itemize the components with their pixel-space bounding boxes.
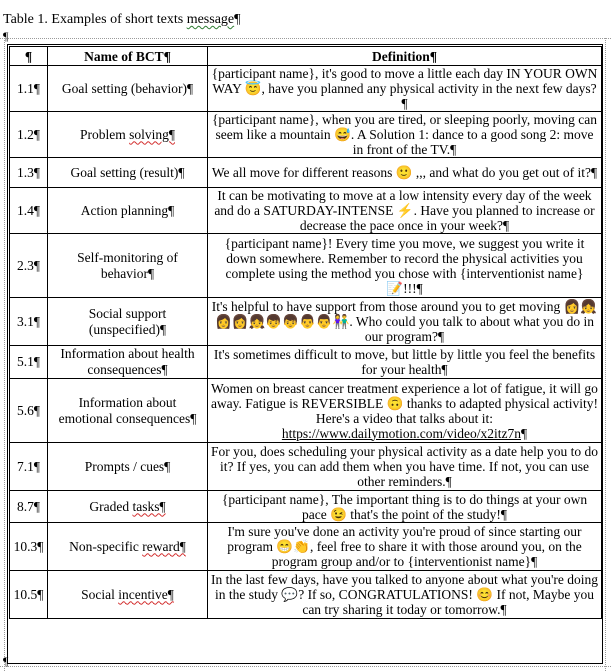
bct-name: Goal setting (result)¶ xyxy=(48,158,208,188)
bct-name: Self-monitoring of behavior¶ xyxy=(48,234,208,298)
bct-number: 1.1¶ xyxy=(10,66,48,112)
caption-pilcrow: ¶ xyxy=(234,12,241,27)
spellcheck-word: tasks¶ xyxy=(132,498,166,514)
bct-number: 1.3¶ xyxy=(10,158,48,188)
bct-definition xyxy=(208,234,602,298)
header-name: Name of BCT¶ xyxy=(48,47,208,66)
definition-text: We all move for different reasons 🙂 ,,, and what do you get out of it?¶ xyxy=(211,165,598,180)
bct-number: 10.3¶ xyxy=(10,523,48,571)
bct-definition xyxy=(208,379,602,443)
bct-definition xyxy=(208,523,602,571)
table-row xyxy=(10,491,602,523)
definition-text: It can be motivating to move at a low intensity every day of the week and do a SATURDAY-INTENSE ⚡. Have you planned to increase or decrease the pace once in your week?¶ xyxy=(214,188,595,233)
bct-number: 1.4¶ xyxy=(10,188,48,234)
page-boundary-bottom xyxy=(0,666,611,667)
table-caption xyxy=(3,12,240,28)
definition-text: {participant name}, when you are tired, or sleeping poorly, moving can seem like a mountain 😅. A Solution 1: dance to a good song 2: move in front of the TV.¶ xyxy=(211,112,598,157)
definition-text: I'm sure you've done an activity you're proud of since starting our program 😁👏, feel free to share it with those around you, on the program group and/or to {interventionist name}¶ xyxy=(227,524,582,569)
bct-definition xyxy=(208,443,602,491)
table-row xyxy=(10,234,602,298)
table-row xyxy=(10,571,602,619)
table-row xyxy=(10,346,602,379)
end-paragraph-mark: ¶ xyxy=(3,654,9,668)
table-row xyxy=(10,112,602,158)
bct-number: 5.6¶ xyxy=(10,379,48,443)
spellcheck-word: solving¶ xyxy=(129,126,175,142)
definition-text: It's helpful to have support from those around you to get moving 👩👧👩👩👧👦👦👨👨👫. Who could you talk to about what you do in our program?¶ xyxy=(211,299,598,344)
page-boundary-left xyxy=(4,38,5,671)
definition-text: {participant name}, it's good to move a little each day IN YOUR OWN WAY 😇, have you planned any physical activity in the next few days?¶ xyxy=(211,66,598,111)
bct-definition xyxy=(208,571,602,619)
bct-name: Non-specific reward¶ xyxy=(48,523,208,571)
bct-number: 1.2¶ xyxy=(10,112,48,158)
bct-number: 8.7¶ xyxy=(10,491,48,523)
bct-number: 3.1¶ xyxy=(10,298,48,346)
bct-name: Problem solving¶ xyxy=(48,112,208,158)
table-header-row xyxy=(10,47,602,66)
page-boundary-top xyxy=(0,38,611,39)
header-definition: Definition¶ xyxy=(208,47,602,66)
spellcheck-word: incentive¶ xyxy=(118,586,174,602)
header-number: ¶ xyxy=(10,47,48,66)
bct-name: Action planning¶ xyxy=(48,188,208,234)
video-link[interactable]: https://www.dailymotion.com/video/x2itz7n xyxy=(281,425,521,441)
table-row xyxy=(10,298,602,346)
bct-definition xyxy=(208,346,602,379)
bct-definition xyxy=(208,158,602,188)
bct-name: Prompts / cues¶ xyxy=(48,443,208,491)
bct-definition xyxy=(208,188,602,234)
bct-name: Graded tasks¶ xyxy=(48,491,208,523)
definition-text: In the last few days, have you talked to anyone about what you're doing in the study 💬? If so, CONGRATULATIONS! 😊 If not, Maybe you can try sharing it today or tomorrow.¶ xyxy=(210,572,599,617)
bct-name: Information about health consequences¶ xyxy=(48,346,208,379)
table-row xyxy=(10,66,602,112)
bct-definition xyxy=(208,298,602,346)
definition-text: {participant name}! Every time you move, we suggest you write it down somewhere. Remember to record the physical activities you complete using the method you chose with {interventionist name} 📝!!!¶ xyxy=(224,235,585,296)
table-row xyxy=(10,379,602,443)
bct-number: 10.5¶ xyxy=(10,571,48,619)
spellcheck-word: reward¶ xyxy=(142,538,186,554)
table-row xyxy=(10,158,602,188)
bct-name: Social support (unspecified)¶ xyxy=(48,298,208,346)
definition-text: It's sometimes difficult to move, but little by little you feel the benefits for your health¶ xyxy=(213,347,596,377)
definition-text: {participant name}, The important thing is to do things at your own pace 😉 that's the point of the study!¶ xyxy=(221,491,588,522)
bct-definition xyxy=(208,112,602,158)
table-row xyxy=(10,443,602,491)
caption-squiggle-word: message xyxy=(186,12,235,27)
bct-number: 2.3¶ xyxy=(10,234,48,298)
bct-name: Information about emotional consequences¶ xyxy=(48,379,208,443)
page-boundary-right xyxy=(605,38,606,671)
link-pilcrow: ¶ xyxy=(520,425,528,441)
bct-name: Goal setting (behavior)¶ xyxy=(48,66,208,112)
table-row xyxy=(10,188,602,234)
bct-table xyxy=(9,46,602,619)
table-row xyxy=(10,523,602,571)
table-body xyxy=(10,66,602,619)
definition-text: Women on breast cancer treatment experience a lot of fatigue, it will go away. Fatigue is REVERSIBLE 🙃 thanks to adapted physical activity! Here's a video that talks about it: xyxy=(210,380,599,426)
bct-number: 5.1¶ xyxy=(10,346,48,379)
caption-lead: Table 1. Examples of short texts xyxy=(3,12,187,27)
bct-definition xyxy=(208,66,602,112)
bct-definition xyxy=(208,491,602,523)
bct-number: 7.1¶ xyxy=(10,443,48,491)
bct-name: Social incentive¶ xyxy=(48,571,208,619)
definition-text: For you, does scheduling your physical activity as a date help you to do it? If yes, you can add them when you have time. If not, you can use other reminders.¶ xyxy=(211,444,598,489)
paragraph-mark: ¶ xyxy=(3,29,9,43)
